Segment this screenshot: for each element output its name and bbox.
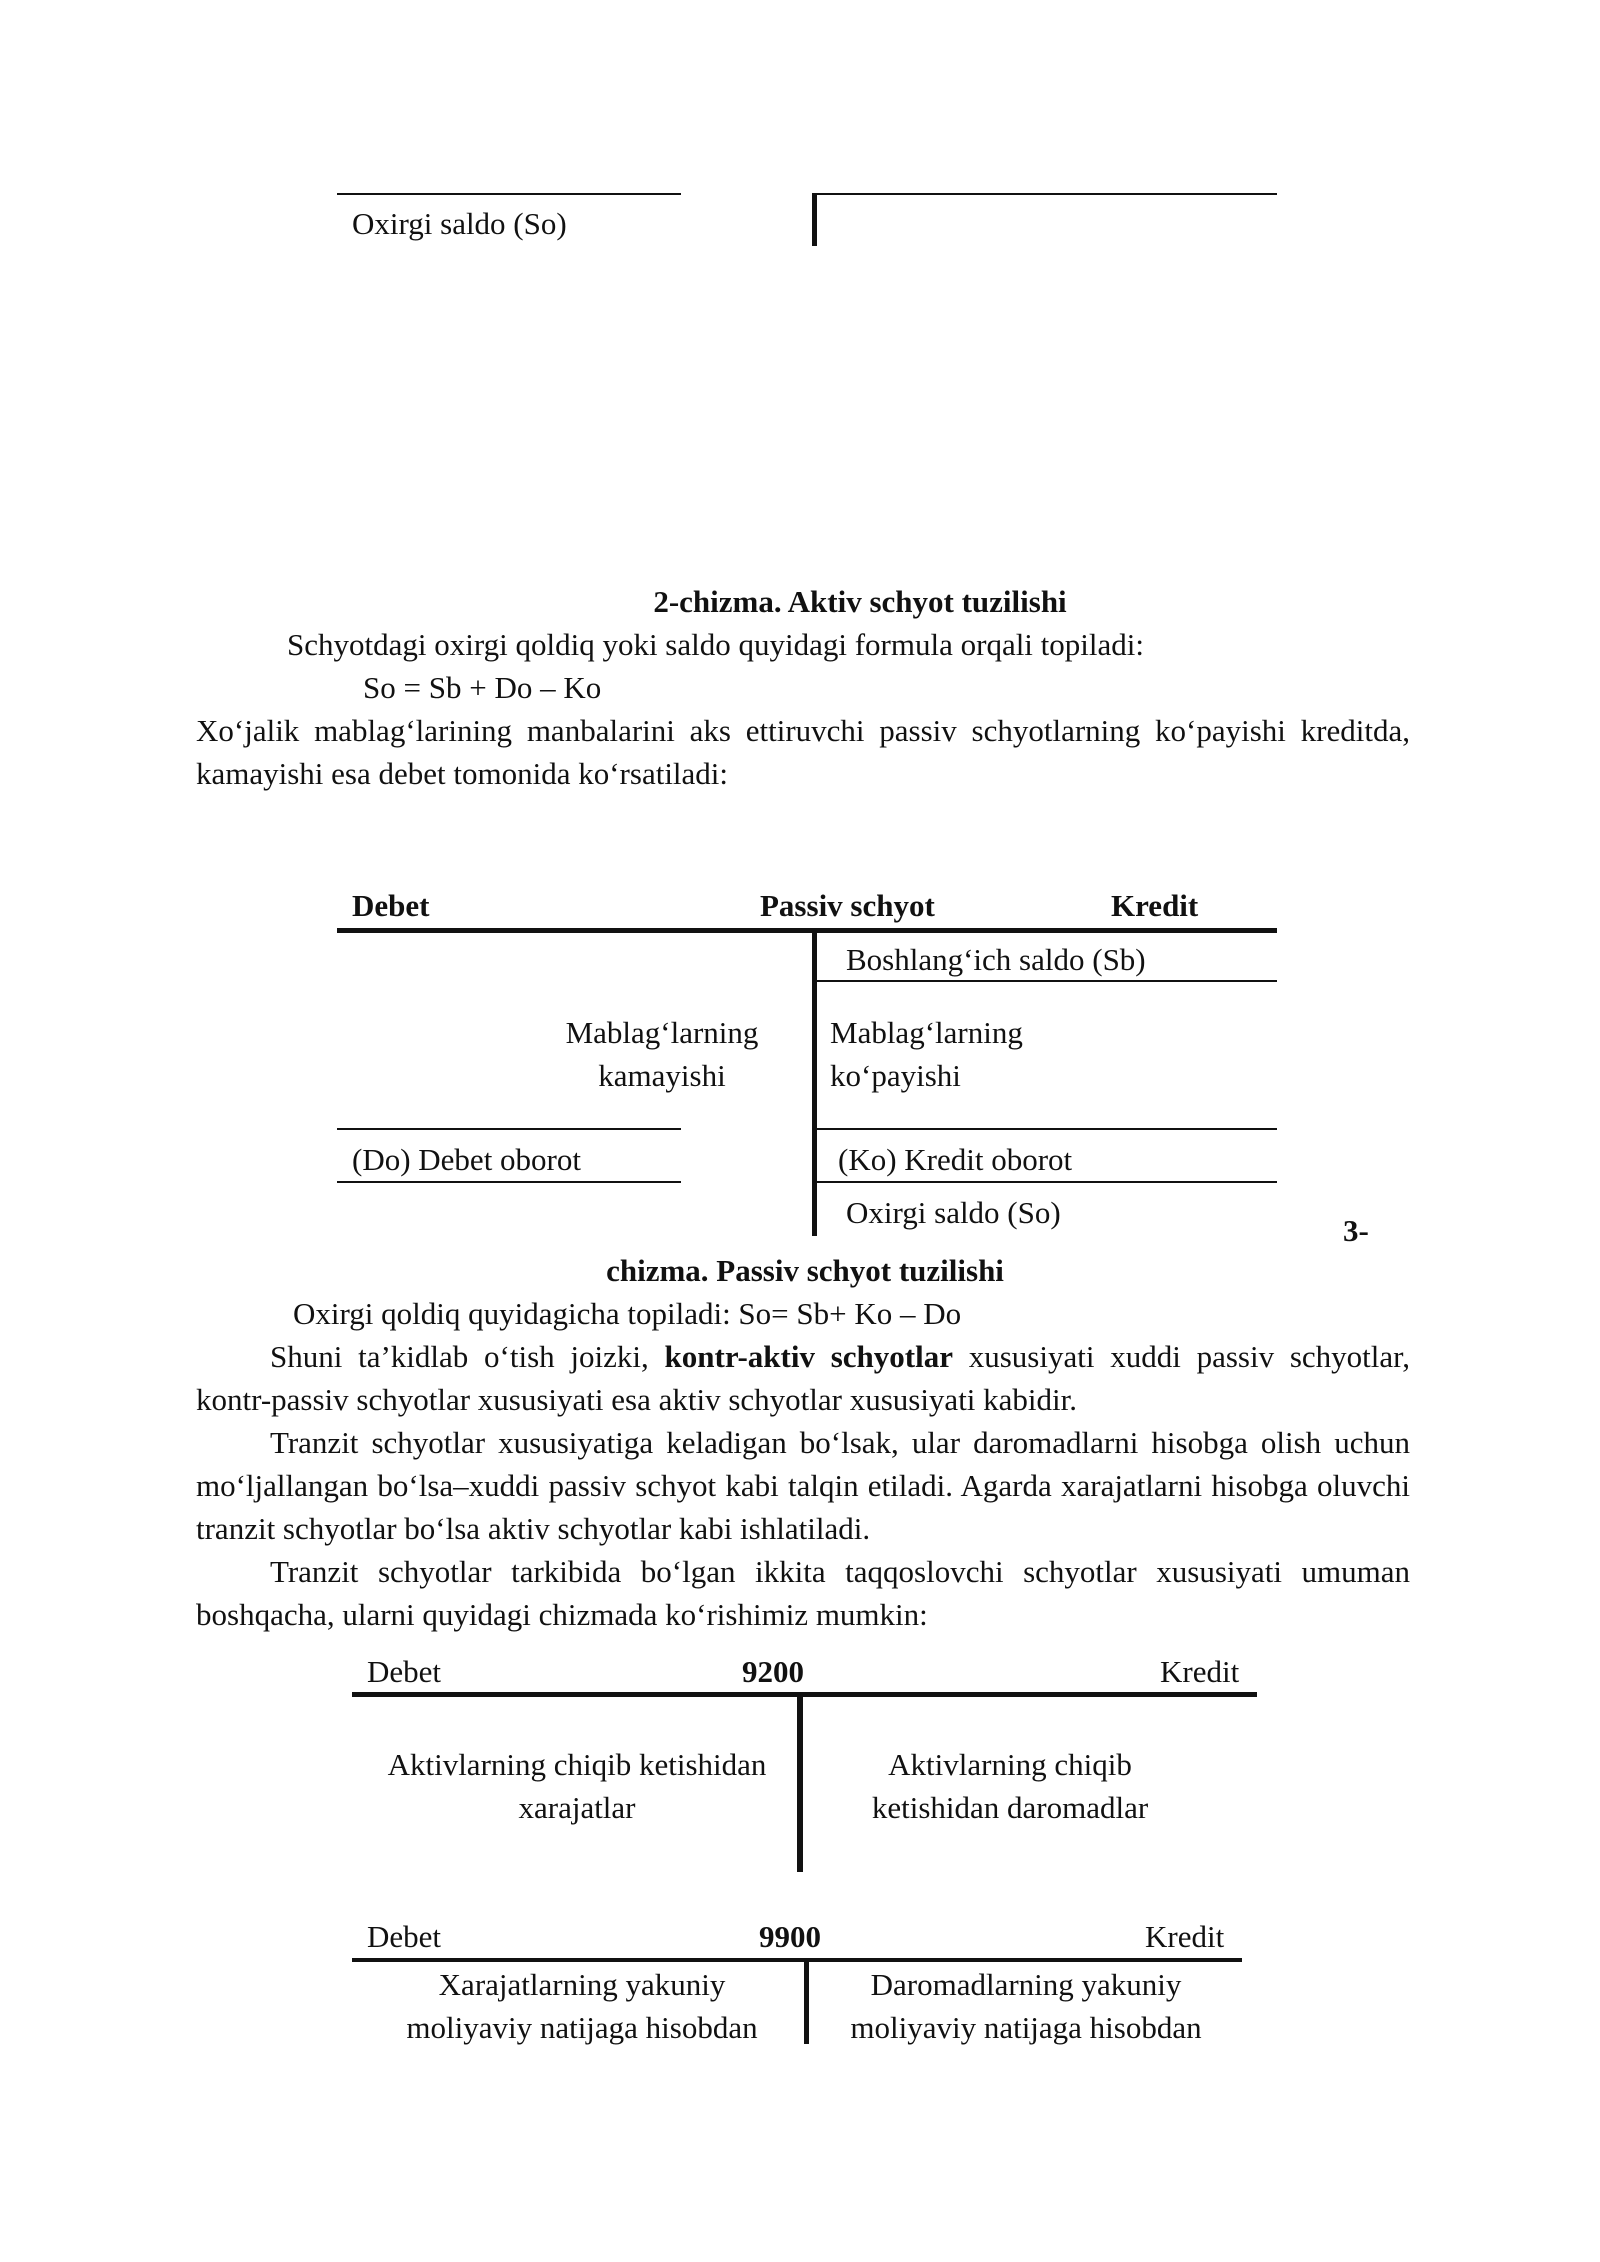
acc9200-right-line2: ketishidan daromadlar [871, 1790, 1149, 1825]
acc9900-right-line1: Daromadlarning yakuniy [870, 1967, 1182, 2002]
contra-active-term: kontr-aktiv schyotlar [664, 1339, 953, 1374]
acc9900-debit-header: Debet [367, 1919, 442, 1954]
passive-debit-turnover: (Do) Debet oborot [352, 1142, 581, 1177]
contra-accounts-paragraph [196, 1335, 1410, 1421]
passive-right-turnover-rule-bottom [815, 1181, 1277, 1183]
acc9200-t-divider [797, 1694, 803, 1872]
acc9200-left-line1: Aktivlarning chiqib ketishidan [387, 1747, 767, 1782]
acc9900-credit-header: Kredit [1145, 1919, 1225, 1954]
transit-accounts-paragraph [196, 1421, 1410, 1550]
top-t-divider [812, 193, 817, 246]
passive-t-divider [812, 930, 817, 1236]
figure3-caption-number: 3- [1343, 1213, 1369, 1248]
figure3-caption: chizma. Passiv schyot tuzilishi [606, 1253, 1004, 1288]
acc9200-right-line1: Aktivlarning chiqib [888, 1747, 1132, 1782]
acc9200-top-rule [352, 1692, 1257, 1697]
passive-intro-paragraph: Xo‘jalik mablag‘larining manbalarini aks ettiruvchi passiv schyotlarning ko‘payishi kreditda, kamayishi esa debet tomonida ko‘rsatiladi: [196, 713, 1410, 791]
acc9900-left-line1: Xarajatlarning yakuniy [438, 1967, 726, 2002]
passive-credit-header: Kredit [1111, 888, 1199, 923]
passive-top-rule [337, 928, 1277, 933]
top-left-rule [337, 193, 681, 195]
passive-credit-turnover: (Ko) Kredit oborot [838, 1142, 1073, 1177]
comparison-text: Tranzit schyotlar tarkibida bo‘lgan ikkita taqqoslovchi schyotlar xususiyati umuman boshqacha, ularni quyidagi chizmada ko‘rishimiz mumkin: [196, 1554, 1410, 1632]
contra-text-end: xususiyati xuddi passiv schyotlar, kontr-passiv schyotlar xususiyati esa aktiv schyotlar xususiyati kabidir. [196, 1339, 1410, 1417]
passive-opening-balance: Boshlang‘ich saldo (Sb) [846, 942, 1146, 977]
passive-right-turnover-rule-top [815, 1128, 1277, 1130]
acc9900-top-rule [352, 1958, 1242, 1962]
acc9200-number: 9200 [742, 1654, 804, 1689]
formula-passive: Oxirgi qoldiq quyidagicha topiladi: So= Sb+ Ko – Do [293, 1296, 962, 1331]
comparison-accounts-paragraph [196, 1550, 1410, 1636]
passive-left-line1: Mablag‘larning [565, 1015, 759, 1050]
passive-left-turnover-rule-bottom [337, 1181, 681, 1183]
passive-left-turnover-rule-top [337, 1128, 681, 1130]
acc9900-left-line2: moliyaviy natijaga hisobdan [406, 2010, 758, 2045]
transit-text: Tranzit schyotlar xususiyatiga keladigan bo‘lsak, ular daromadlarni hisobga olish uchun mo‘ljallangan bo‘lsa–xuddi passiv schyot kabi talqin etiladi. Agarda xarajatlarni hisobga oluvchi tranzit schyotlar bo‘lsa aktiv schyotlar kabi ishlatiladi. [196, 1425, 1410, 1546]
figure2-caption: 2-chizma. Aktiv schyot tuzilishi [653, 584, 1067, 619]
top-closing-balance-label: Oxirgi saldo (So) [352, 206, 567, 241]
acc9900-t-divider [804, 1960, 809, 2044]
passive-right-line2: ko‘payishi [830, 1058, 961, 1093]
passive-closing-balance: Oxirgi saldo (So) [846, 1195, 1061, 1230]
formula-active: So = Sb + Do – Ko [363, 670, 602, 705]
acc9200-debit-header: Debet [367, 1654, 442, 1689]
acc9900-right-line2: moliyaviy natijaga hisobdan [850, 2010, 1202, 2045]
acc9200-credit-header: Kredit [1160, 1654, 1240, 1689]
passive-right-line1: Mablag‘larning [830, 1015, 1023, 1050]
formula-intro: Schyotdagi oxirgi qoldiq yoki saldo quyidagi formula orqali topiladi: [287, 627, 1144, 662]
passive-debit-header: Debet [352, 888, 430, 923]
acc9200-left-line2: xarajatlar [518, 1790, 636, 1825]
contra-text-start: Shuni ta’kidlab o‘tish joizki, [270, 1339, 665, 1374]
passive-title: Passiv schyot [760, 888, 935, 923]
top-right-rule [812, 193, 1277, 195]
acc9900-number: 9900 [759, 1919, 821, 1954]
passive-opening-rule [815, 980, 1277, 982]
passive-left-line2: kamayishi [598, 1058, 726, 1093]
